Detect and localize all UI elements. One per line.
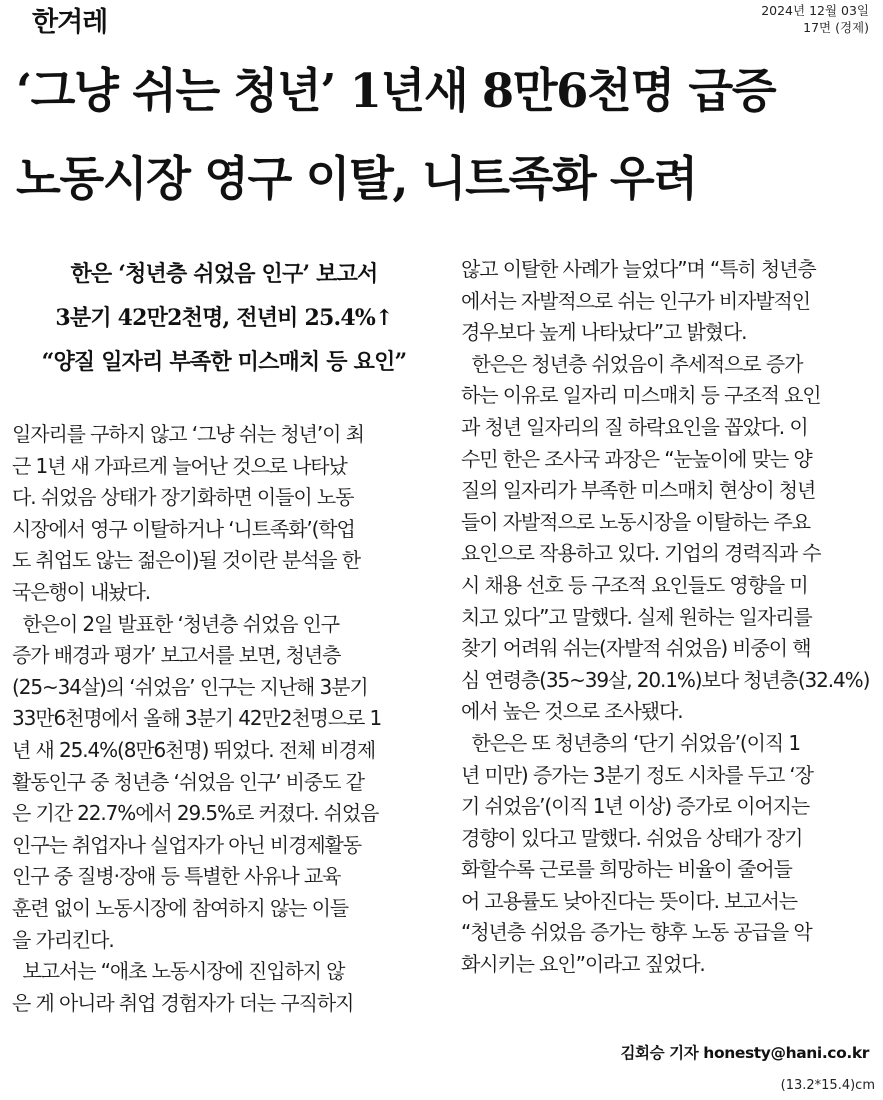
article-line: 과 청년 일자리의 질 하락요인을 꼽았다. 이	[461, 414, 808, 439]
article-line: 을 가리킨다.	[12, 927, 114, 952]
article-line: 한은은 청년층 쉬었음이 추세적으로 증가	[461, 351, 803, 376]
article-line: 치고 있다”고 말했다. 실제 원하는 일자리를	[461, 604, 812, 629]
article-line: 않고 이탈한 사례가 늘었다”며 “특히 청년층	[461, 257, 816, 281]
article-line: 한은이 2일 발표한 ‘청년층 쉬었음 인구	[12, 611, 339, 636]
article-line: 일자리를 구하지 않고 ‘그냥 쉬는 청년’이 최	[12, 422, 364, 446]
article-line: 국은행이 내놨다.	[12, 579, 151, 604]
article-line: “청년층 쉬었음 증가는 향후 노동 공급을 악	[461, 920, 812, 945]
headline-line-2: 노동시장 영구 이탈, 니트족화 우려	[16, 152, 697, 207]
clipping-size: (13.2*15.4)cm	[780, 1078, 875, 1093]
article-line: 근 1년 새 가파르게 늘어난 것으로 나타났	[12, 453, 347, 478]
article-column-left	[12, 419, 432, 1019]
article-line: 들이 자발적으로 노동시장을 이탈하는 주요	[461, 509, 810, 534]
article-line: 경향이 있다고 말했다. 쉬었음 상태가 장기	[461, 825, 803, 850]
article-line: 다. 쉬었음 상태가 장기화하면 이들이 노동	[12, 485, 354, 510]
headline-line-1: ‘그냥 쉬는 청년’ 1년새 8만6천명 급증	[16, 64, 776, 119]
article-line: 화할수록 근로를 희망하는 비율이 줄어들	[461, 857, 792, 882]
article-line: 인구 중 질병·장애 등 특별한 사유나 교육	[12, 864, 341, 889]
article-line: 활동인구 중 청년층 ‘쉬었음 인구’ 비중도 같	[12, 769, 364, 794]
article-line: 년 미만) 증가는 3분기 정도 시차를 두고 ‘장	[461, 762, 813, 787]
article-line: 증가 배경과 평가’ 보고서를 보면, 청년층	[12, 643, 341, 668]
newspaper-logo: 한겨레	[32, 7, 108, 38]
subheads	[14, 252, 434, 384]
article-line: 찾기 어려워 쉬는(자발적 쉬었음) 비중이 핵	[461, 636, 811, 661]
article-line: 질의 일자리가 부족한 미스매치 현상이 청년	[461, 478, 816, 503]
article-line: 어 고용률도 낮아진다는 뜻이다. 보고서는	[461, 888, 798, 913]
article-line: 기 쉬었음’(이직 1년 이상) 증가로 이어지는	[461, 794, 810, 819]
article-column-right	[461, 254, 881, 981]
issue-meta	[761, 2, 869, 36]
article-line: 수민 한은 조사국 과장은 “눈높이에 맞는 양	[461, 446, 812, 471]
article-line: 화시키는 요인”이라고 짚었다.	[461, 952, 705, 977]
article-line: 33만6천명에서 올해 3분기 42만2천명으로 1	[12, 706, 382, 731]
article-line: 보고서는 “애초 노동시장에 진입하지 않	[12, 959, 345, 984]
article-line: 에서 높은 것으로 조사됐다.	[461, 699, 683, 724]
article-line: 도 취업도 않는 젊은이)될 것이란 분석을 한	[12, 548, 360, 573]
article-line: 훈련 없이 노동시장에 참여하지 않는 이들	[12, 895, 349, 920]
subhead-2: 3분기 42만2천명, 전년비 25.4%↑	[55, 305, 393, 331]
article-line: 은 기간 22.7%에서 29.5%로 커졌다. 쉬었음	[12, 801, 379, 826]
article-line: 에서는 자발적으로 쉬는 인구가 비자발적인	[461, 288, 810, 313]
issue-date: 2024년 12월 03일	[761, 3, 869, 18]
byline: 김회승 기자 honesty@hani.co.kr	[620, 1044, 869, 1062]
issue-page: 17면 (경제)	[803, 20, 869, 35]
article-line: 한은은 또 청년층의 ‘단기 쉬었음’(이직 1	[461, 730, 800, 755]
article-line: 년 새 25.4%(8만6천명) 뛰었다. 전체 비경제	[12, 737, 376, 762]
article-line: 경우보다 높게 나타났다”고 밝혔다.	[461, 320, 747, 345]
subhead-1: 한은 ‘청년층 쉬었음 인구’ 보고서	[70, 261, 378, 287]
article-line: 시장에서 영구 이탈하거나 ‘니트족화’(학업	[12, 516, 355, 541]
article-line: 시 채용 선호 등 구조적 요인들도 영향을 미	[461, 572, 808, 597]
article-line: 심 연령층(35~39살, 20.1%)보다 청년층(32.4%)	[461, 667, 870, 692]
article-line: 요인으로 작용하고 있다. 기업의 경력직과 수	[461, 541, 821, 566]
article-line: 하는 이유로 일자리 미스매치 등 구조적 요인	[461, 383, 821, 408]
subhead-3: “양질 일자리 부족한 미스매치 등 요인”	[41, 349, 407, 375]
article-line: (25~34살)의 ‘쉬었음’ 인구는 지난해 3분기	[12, 674, 368, 699]
article-line: 은 게 아니라 취업 경험자가 더는 구직하지	[12, 990, 354, 1015]
article-line: 인구는 취업자나 실업자가 아닌 비경제활동	[12, 832, 361, 857]
